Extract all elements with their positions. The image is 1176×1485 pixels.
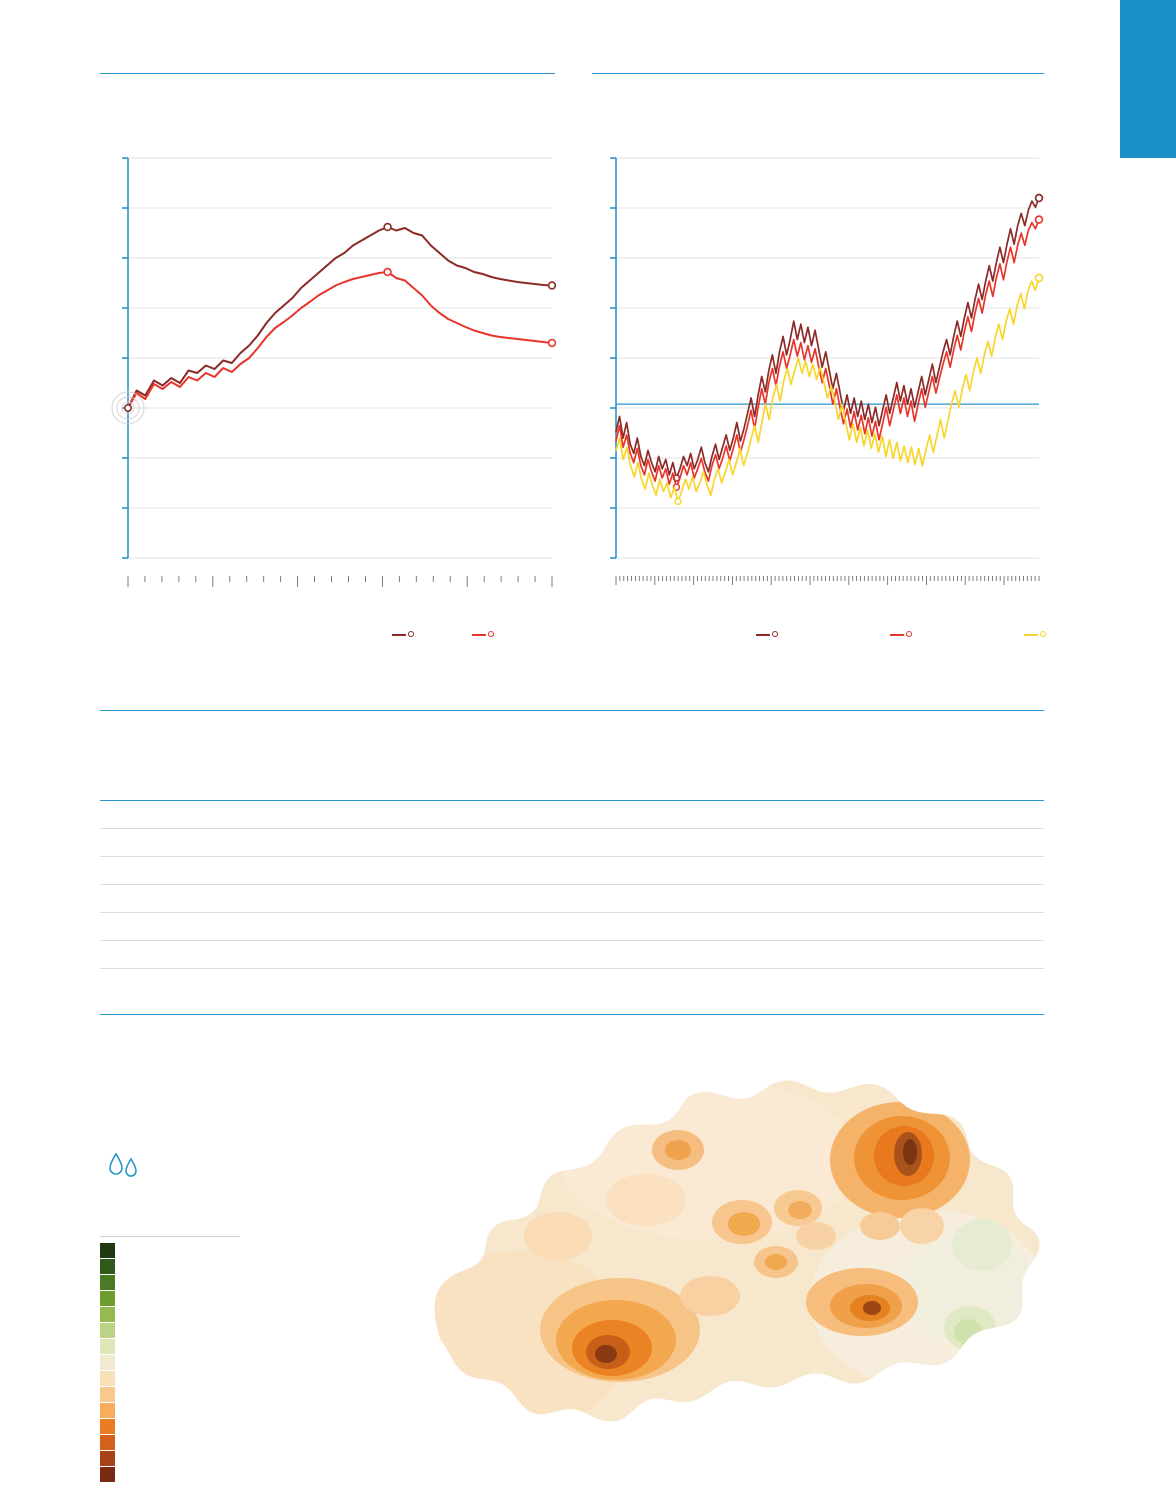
legend-item <box>1024 630 1052 640</box>
ramp-swatch <box>100 1435 115 1450</box>
table-row-rule <box>100 884 1044 885</box>
table-row-rule <box>100 940 1044 941</box>
ramp-swatch <box>100 1355 115 1370</box>
right-line-chart <box>592 150 1047 590</box>
left-line-chart <box>100 150 560 590</box>
legend-line-swatch <box>472 630 494 640</box>
ramp-swatch <box>100 1259 115 1274</box>
ramp-swatch <box>100 1243 115 1258</box>
section-divider-1 <box>100 710 1044 711</box>
table-row-rule <box>100 856 1044 857</box>
data-table-block <box>100 800 1044 1015</box>
legend-ramp-rule <box>100 1236 240 1237</box>
legend-item <box>756 630 784 640</box>
ramp-swatch <box>100 1371 115 1386</box>
table-row-rule <box>100 968 1044 969</box>
left-chart-panel <box>100 150 560 590</box>
right-panel-header-rule <box>592 73 1044 74</box>
region-choropleth-map <box>410 1040 1050 1460</box>
legend-item <box>472 630 500 640</box>
water-drop-icon <box>104 1150 148 1184</box>
ramp-swatch <box>100 1291 115 1306</box>
ramp-swatch <box>100 1275 115 1290</box>
legend-line-swatch <box>890 630 912 640</box>
map-color-ramp <box>100 1243 115 1483</box>
ramp-swatch <box>100 1467 115 1482</box>
left-panel-header-rule <box>100 73 555 74</box>
legend-item <box>890 630 918 640</box>
table-divider-bottom <box>100 1014 1044 1015</box>
legend-item <box>392 630 420 640</box>
page-edge-tab <box>1120 0 1176 158</box>
map-regions <box>410 1040 1050 1460</box>
map-svg <box>410 1040 1050 1460</box>
table-divider-top <box>100 800 1044 801</box>
ramp-swatch <box>100 1403 115 1418</box>
right-chart-panel <box>592 150 1047 590</box>
left-chart-legend <box>392 630 552 640</box>
legend-line-swatch <box>1024 630 1046 640</box>
ramp-swatch <box>100 1323 115 1338</box>
ramp-swatch <box>100 1307 115 1322</box>
table-row-rule <box>100 828 1044 829</box>
ramp-swatch <box>100 1339 115 1354</box>
ramp-swatch <box>100 1387 115 1402</box>
ramp-swatch <box>100 1451 115 1466</box>
ramp-swatch <box>100 1419 115 1434</box>
table-row-rule <box>100 912 1044 913</box>
right-chart-legend <box>756 630 1052 640</box>
legend-line-swatch <box>756 630 778 640</box>
legend-line-swatch <box>392 630 414 640</box>
